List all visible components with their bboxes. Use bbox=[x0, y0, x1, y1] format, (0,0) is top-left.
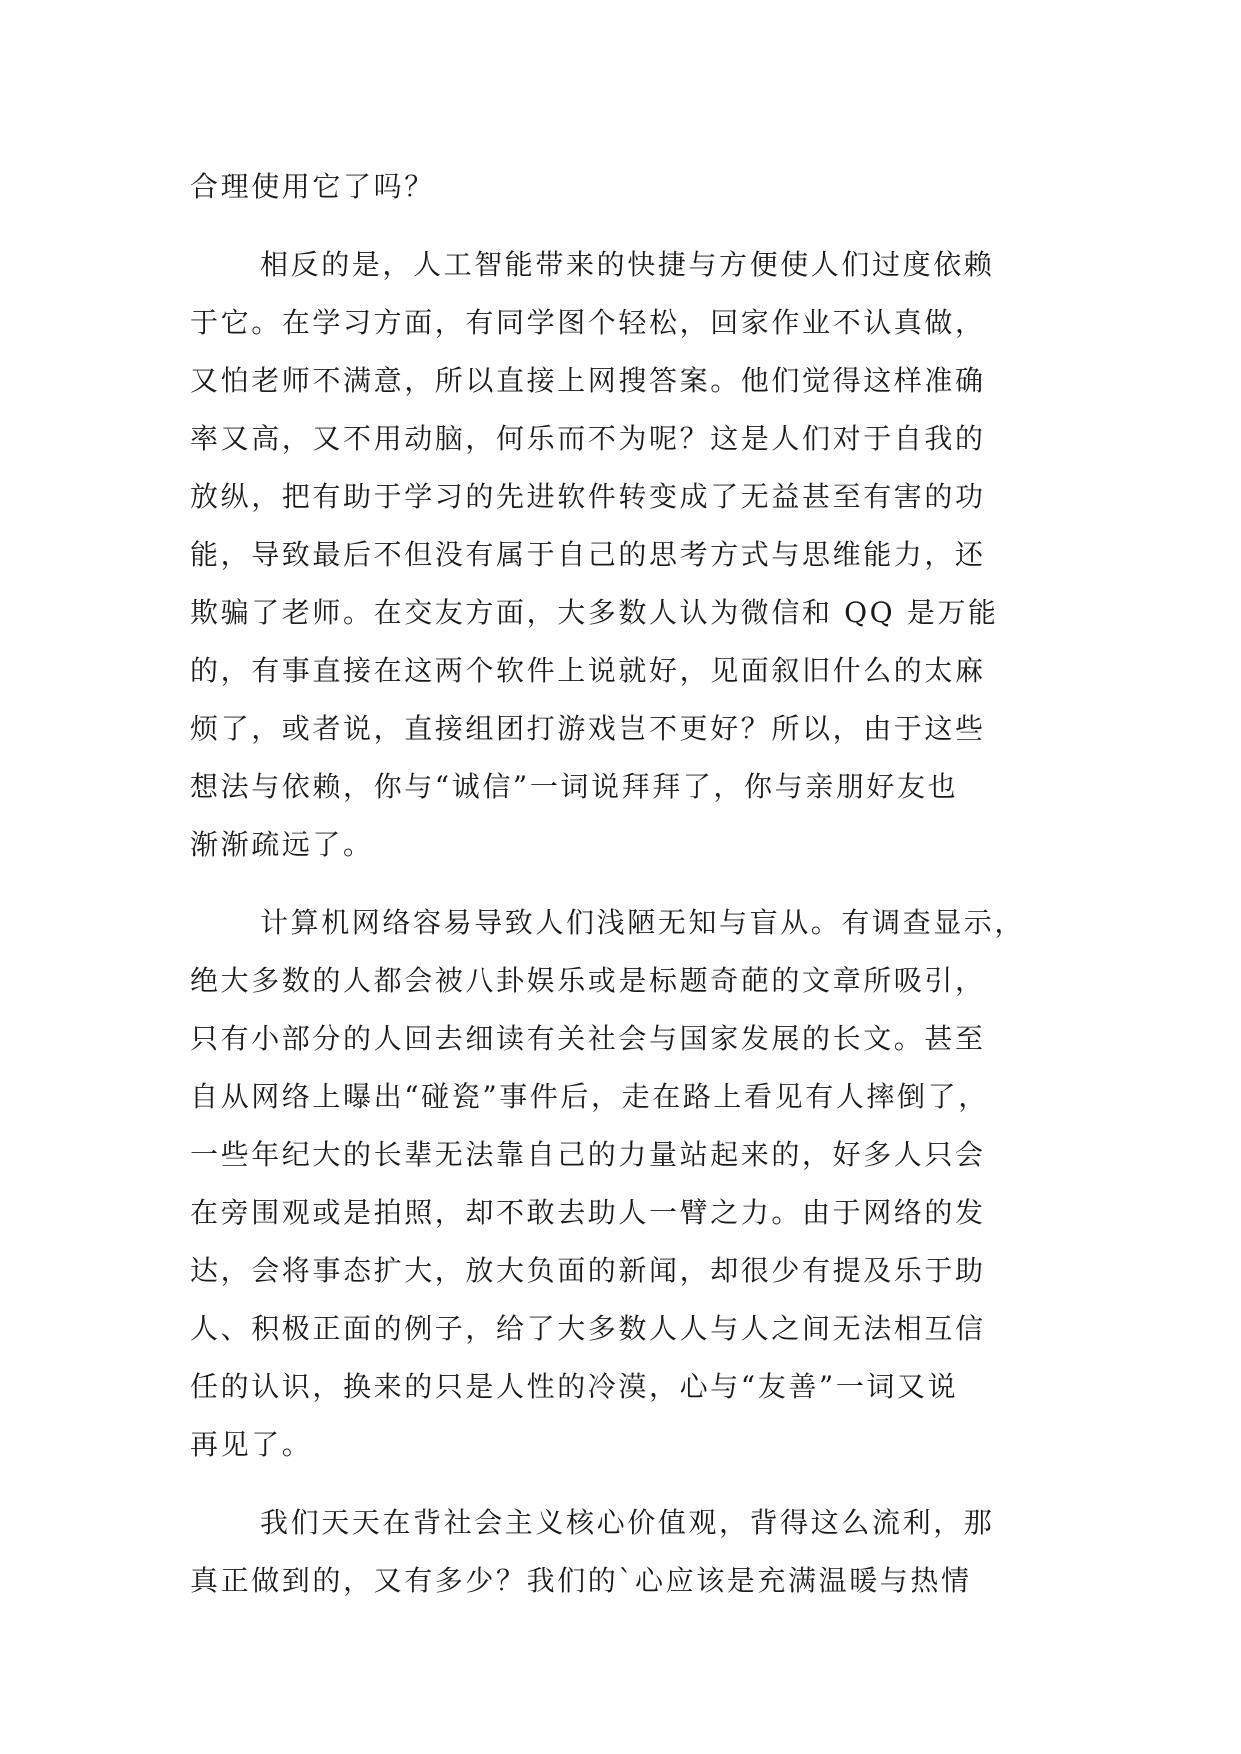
text-line: 真正做到的，又有多少？我们的`心应该是充满温暖与热情 bbox=[190, 1564, 972, 1597]
text-line: 放纵，把有助于学习的先进软件转变成了无益甚至有害的功 bbox=[190, 480, 986, 513]
paragraph bbox=[190, 1494, 1050, 1610]
text-line: 在旁围观或是拍照，却不敢去助人一臂之力。由于网络的发 bbox=[190, 1196, 986, 1229]
text-line: 只有小部分的人回去细读有关社会与国家发展的长文。甚至 bbox=[190, 1022, 986, 1055]
text-line: 合理使用它了吗？ bbox=[190, 170, 435, 203]
text-line: 任的认识，换来的只是人性的冷漠，心与“友善”一词又说 bbox=[190, 1370, 959, 1403]
paragraph bbox=[190, 236, 1050, 874]
text-line: 烦了，或者说，直接组团打游戏岂不更好？所以，由于这些 bbox=[190, 712, 986, 745]
paragraph bbox=[190, 158, 1050, 216]
text-line: 相反的是，人工智能带来的快捷与方便使人们过度依赖 bbox=[260, 248, 995, 281]
text-line: 一些年纪大的长辈无法靠自己的力量站起来的，好多人只会 bbox=[190, 1138, 986, 1171]
text-line: 绝大多数的人都会被八卦娱乐或是标题奇葩的文章所吸引， bbox=[190, 964, 986, 997]
text-line: 于它。在学习方面，有同学图个轻松，回家作业不认真做， bbox=[190, 306, 986, 339]
text-line: 又怕老师不满意，所以直接上网搜答案。他们觉得这样准确 bbox=[190, 364, 986, 397]
text-line: 我们天天在背社会主义核心价值观，背得这么流利，那 bbox=[260, 1506, 995, 1539]
text-line: 想法与依赖，你与“诚信”一词说拜拜了，你与亲朋好友也 bbox=[190, 770, 959, 803]
text-line: 人、积极正面的例子，给了大多数人人与人之间无法相互信 bbox=[190, 1312, 986, 1345]
text-line: 欺骗了老师。在交友方面，大多数人认为微信和 QQ 是万能 bbox=[190, 596, 999, 629]
text-line: 自从网络上曝出“碰瓷”事件后，走在路上看见有人摔倒了， bbox=[190, 1080, 989, 1113]
text-line: 再见了。 bbox=[190, 1428, 313, 1461]
text-line: 计算机网络容易导致人们浅陋无知与盲从。有调查显示， bbox=[260, 906, 1026, 939]
document-body bbox=[190, 158, 1050, 1610]
text-line: 的，有事直接在这两个软件上说就好，见面叙旧什么的太麻 bbox=[190, 654, 986, 687]
text-line: 能，导致最后不但没有属于自己的思考方式与思维能力，还 bbox=[190, 538, 986, 571]
text-line: 率又高，又不用动脑，何乐而不为呢？这是人们对于自我的 bbox=[190, 422, 986, 455]
paragraph bbox=[190, 894, 1050, 1474]
text-line: 达，会将事态扩大，放大负面的新闻，却很少有提及乐于助 bbox=[190, 1254, 986, 1287]
text-line: 渐渐疏远了。 bbox=[190, 828, 374, 861]
